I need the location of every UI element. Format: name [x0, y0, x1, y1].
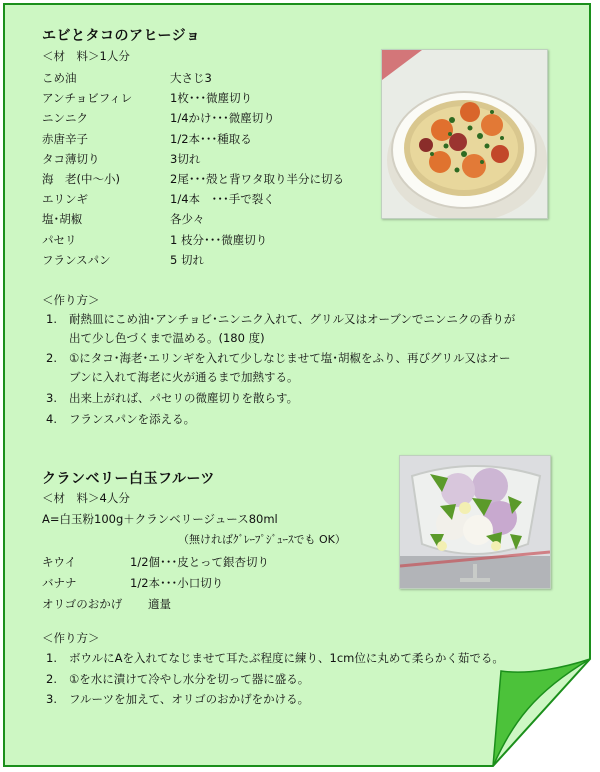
- ingredient-name: アンチョビフィレ: [42, 91, 133, 105]
- ingredient-name: 塩･胡椒: [42, 212, 83, 226]
- ingredient-name: 赤唐辛子: [42, 132, 88, 146]
- ingredient-amount: 2尾･･･殻と背ワタ取り半分に切る: [170, 172, 344, 186]
- step-number: 2.: [46, 672, 57, 686]
- step-text: フルーツを加えて、オリゴのおかげをかける。: [69, 692, 310, 706]
- step-text: 出来上がれば、パセリの微塵切りを散らす。: [69, 391, 299, 405]
- ingredient-name: フランスパン: [42, 253, 111, 267]
- step-text: フランスパンを添える。: [69, 412, 196, 426]
- ingredient-amount: 1/4本 ･･･手で裂く: [170, 192, 275, 206]
- ingredient-name: キウイ: [42, 555, 77, 569]
- ingredient-amount: 1 枝分･･･微塵切り: [170, 233, 268, 247]
- ingredient-amount: 3切れ: [170, 152, 201, 166]
- recipe2-line-a-note: （無ければｸﾞﾚｰﾌﾟｼﾞｭｰｽでも OK）: [178, 533, 346, 546]
- fruit-photo: [399, 455, 551, 589]
- ingredient-name: パセリ: [42, 233, 77, 247]
- ajillo-photo: [381, 49, 548, 219]
- step-number: 3.: [46, 692, 57, 706]
- ingredient-amount: 1/2本･･･小口切り: [130, 576, 224, 590]
- ajillo-image: [382, 50, 547, 218]
- recipe-sheet: [3, 3, 593, 768]
- recipe2-ingredients-header: ＜材 料＞4人分: [42, 491, 130, 505]
- step-number: 3.: [46, 391, 57, 405]
- ingredient-amount: 各少々: [170, 212, 205, 226]
- recipe2-title: クランベリー白玉フルーツ: [42, 471, 215, 487]
- ingredient-name: 海 老(中～小): [42, 172, 120, 186]
- recipe1-ingredients-header: ＜材 料＞1人分: [42, 49, 130, 63]
- step-text: ①を水に漬けて冷やし水分を切って器に盛る。: [69, 672, 310, 686]
- recipe2-method-header: ＜作り方＞: [42, 631, 100, 645]
- ingredient-name: オリゴのおかげ: [42, 597, 123, 611]
- ingredient-amount: 1/2本･･･種取る: [170, 132, 252, 146]
- step-number: 2.: [46, 351, 57, 365]
- recipe2-line-a: A=白玉粉100g＋クランベリージュース80ml: [42, 512, 278, 526]
- ingredient-amount: 5 切れ: [170, 253, 204, 267]
- ingredient-amount: 1/4かけ･･･微塵切り: [170, 111, 275, 125]
- step-number: 1.: [46, 312, 57, 326]
- recipe1-title: エビとタコのアヒージョ: [42, 28, 201, 44]
- ingredient-name: ニンニク: [42, 111, 88, 125]
- ingredient-name: バナナ: [42, 576, 77, 590]
- step-number: 1.: [46, 651, 57, 665]
- step-number: 4.: [46, 412, 57, 426]
- ingredient-name: タコ薄切り: [42, 152, 100, 166]
- ingredient-amount: 1/2個･･･皮とって銀杏切り: [130, 555, 270, 569]
- ingredient-name: こめ油: [42, 71, 77, 85]
- ingredient-amount: 1枚･･･微塵切り: [170, 91, 253, 105]
- ingredient-amount: 適量: [148, 597, 171, 611]
- step-text: ①にタコ･海老･エリンギを入れて少しなじませて塩･胡椒をふり、再びグリル又はオーブンに入れて海老に火が通るまで加熱する。: [69, 351, 511, 384]
- ingredient-name: エリンギ: [42, 192, 88, 206]
- step-text: 耐熱皿にこめ油･アンチョビ･ニンニク入れて、グリル又はオーブンでニンニクの香りが出て少し色づくまで温める。(180 度): [69, 312, 516, 345]
- step-text: ボウルにAを入れてなじませて耳たぶ程度に練り、1cm位に丸めて柔らかく茹でる。: [69, 651, 504, 665]
- recipe1-method-header: ＜作り方＞: [42, 293, 100, 307]
- ingredient-amount: 大さじ3: [170, 71, 212, 85]
- fruit-image: [400, 456, 550, 588]
